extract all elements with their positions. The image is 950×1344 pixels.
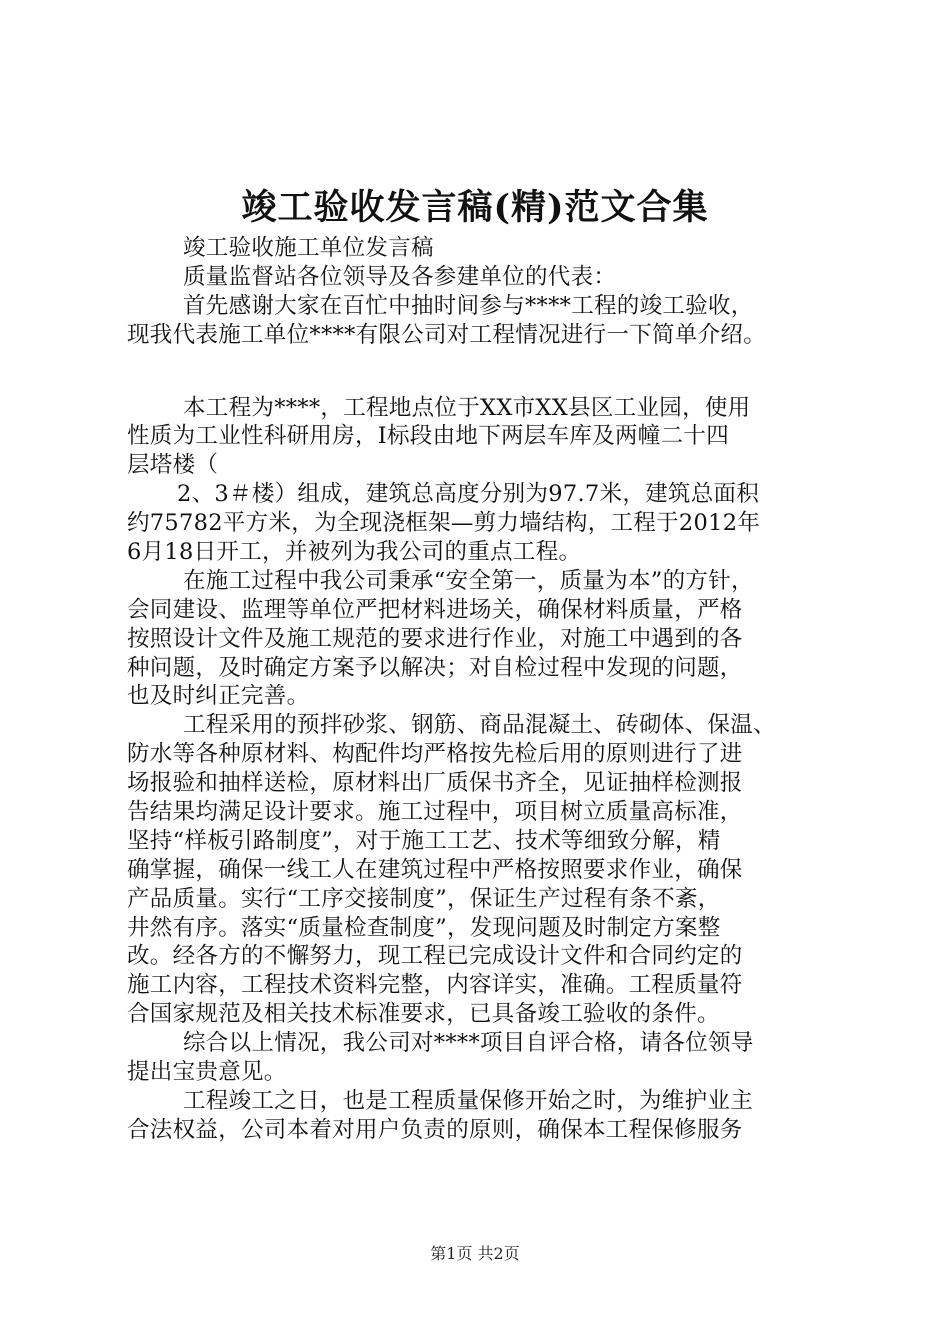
body-line: 坚持“样板引路制度”，对于施工工艺、技术等细致分解，精 [127,827,721,854]
document-body [127,234,837,1145]
body-line: 也及时纠正完善。 [127,683,310,710]
body-line: 施工内容，工程技术资料完整，内容详实，准确。工程质量符 [127,972,743,999]
body-line: 约75782平方米，为全现浇框架—剪力墙结构，工程于2012年 [127,510,761,537]
body-line: 提出宝贵意见。 [127,1059,287,1086]
body-line: 种问题，及时确定方案予以解决；对自检过程中发现的问题， [127,654,743,681]
document-title: 竣工验收发言稿(精)范文合集 [241,187,709,228]
paragraph-gap [127,350,837,394]
body-line: 按照设计文件及施工规范的要求进行作业，对施工中遇到的各 [127,625,743,652]
body-line: 产品质量。实行“工序交接制度”，保证生产过程有条不紊， [127,885,721,912]
body-line: 层塔楼（ [127,452,219,479]
body-line: 性质为工业性科研用房，Ⅰ标段由地下两层车库及两幢二十四 [127,423,729,450]
body-line: 在施工过程中我公司秉承“安全第一，质量为本”的方针， [183,567,754,594]
body-line: 防水等各种原材料、构配件均严格按先检后用的原则进行了进 [127,741,743,768]
page-footer: 第1页 共2页 [430,1244,520,1263]
body-line: 工程采用的预拌砂浆、钢筋、商品混凝土、砖砌体、保温、 [183,712,776,739]
body-line: 合法权益，公司本着对用户负责的原则，确保本工程保修服务 [127,1116,743,1143]
body-line: 6月18日开工，并被列为我公司的重点工程。 [127,539,582,566]
body-line: 质量监督站各位领导及各参建单位的代表： [183,263,617,290]
body-line: 综合以上情况，我公司对****项目自评合格，请各位领导 [183,1030,754,1057]
body-line: 首先感谢大家在百忙中抽时间参与****工程的竣工验收， [183,292,754,319]
body-line: 确掌握，确保一线工人在建筑过程中严格按照要求作业，确保 [127,856,743,883]
body-line: 会同建设、监理等单位严把材料进场关，确保材料质量，严格 [127,596,743,623]
body-line: 井然有序。落实“质量检查制度”，发现问题及时制定方案整 [127,914,721,941]
body-line: 工程竣工之日，也是工程质量保修开始之时，为维护业主 [183,1087,754,1114]
body-line: 本工程为****，工程地点位于XX市XX县区工业园，使用 [183,394,751,421]
body-line: 告结果均满足设计要求。施工过程中，项目树立质量高标准， [127,799,743,826]
body-line: 改。经各方的不懈努力，现工程已完成设计文件和合同约定的 [127,943,743,970]
body-line: 2、3＃楼）组成，建筑总高度分别为97.7米，建筑总面积 [177,481,760,508]
body-line: 现我代表施工单位****有限公司对工程情况进行一下简单介绍。 [127,321,767,348]
body-line: 场报验和抽样送检，原材料出厂质保书齐全，见证抽样检测报 [127,770,743,797]
body-line: 合国家规范及相关技术标准要求，已具备竣工验收的条件。 [127,1001,720,1028]
body-line: 竣工验收施工单位发言稿 [183,235,434,261]
